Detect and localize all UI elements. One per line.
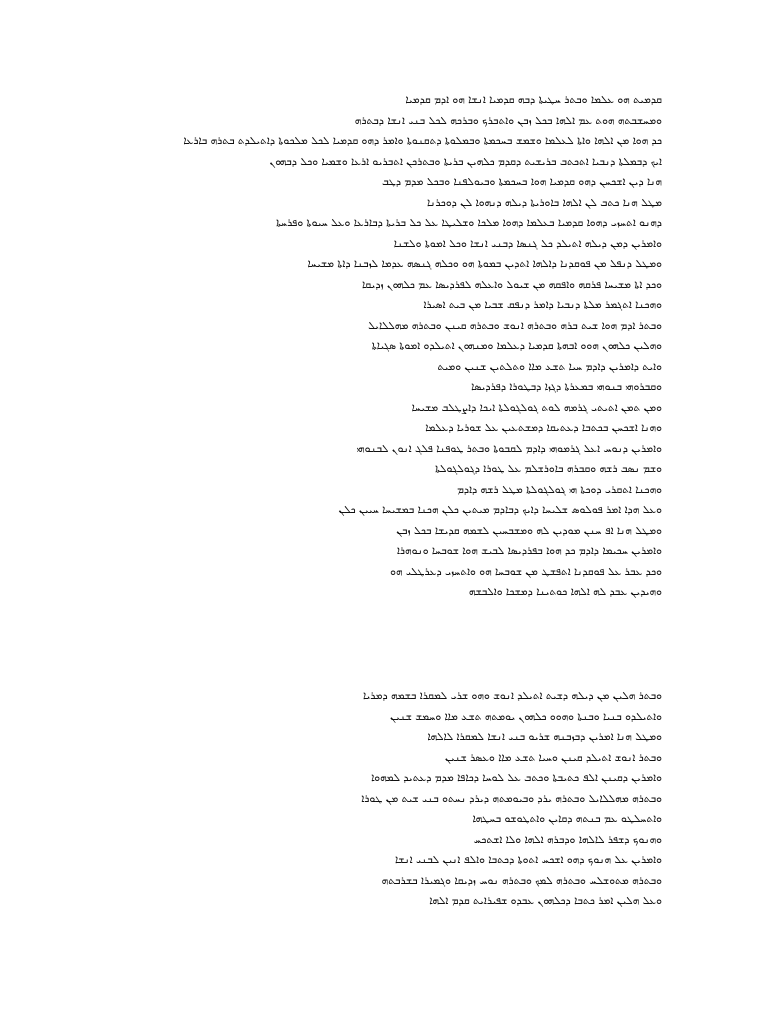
paragraph-line: ܘܗܠܝܢ ܟܠܗܘܢ ܗܘܘ ܐܒܗܬܐ ܩܕܡܝܐ ܕܥܠܡܐ ܘܡܢܗܘܢ ܐܬܝܠܕܘ ܐܡܘܬܐ ܣܓܝܐܬܐ xyxy=(371,340,662,352)
paragraph-line: ܘܐܬܝܠܕܘ ܒܢܝܐ ܘܒܢܬܐ ܘܗܘܘ ܟܠܗܘܢ ܝܘܡܬܗ ܬܫܥ ܡܐܐ ܘܚܡܫ ܫܢܝܢ xyxy=(390,710,662,723)
paragraph-line: ܘܫܡ ܢܣܒ ܪܫܗ ܘܩܒܪܗ ܒܐܘܪܫܠܡ ܥܠ ܛܘܪܐ ܕܓܘܠܓܘܠܬܐ xyxy=(435,463,662,475)
paragraph-line: ܘܥܠ ܗܕܐ ܐܡܪ ܦܘܠܘܣ ܫܠܝܚܐ ܕܐܝܟ ܕܒܐܕܡ ܡܝܬܝܢ ܟܠܢ ܗܟܢܐ ܒܡܫܝܚܐ ܚܝܝܢ ܟܠܢ xyxy=(338,504,662,516)
paragraph-line: ܘܒܬܪ ܐܢܘܫ ܐܬܝܠܕ ܩܝܢܢ ܘܚܝܐ ܬܫܥ ܡܐܐ ܘܥܣܪ ܫܢܝܢ xyxy=(444,751,662,764)
paragraph-line: ܘܡܛܠ ܗܢܐ ܐܦ ܚܢܢ ܡܘܕܝܢ ܠܗ ܘܡܫܒܚܝܢ ܠܫܡܗ ܩܕܝܫܐ ܒܟܠ ܙܒܢ xyxy=(396,524,662,537)
paragraph-line: ܘܗܝܕܝܢ ܥܒܕ ܠܗ ܐܠܗܐ ܟܘܬܝܢܐ ܕܡܫܟܐ ܘܐܠܒܫܗ xyxy=(468,586,662,598)
paragraph-line: ܘܒܬܪܗ ܡܬܘܫܠܚ ܘܒܬܪܗ ܠܡܟ ܘܒܬܪܗ ܢܘܚ ܙܕܝܩܐ ܘܓܡܝܪܐ ܒܫܪܒܬܗ xyxy=(381,874,662,887)
paragraph-line: ܘܡܛܠ ܗܢܐ ܐܡܪܝܢ ܕܒܙܒܢܗ ܫܪܝܘ ܒܢܝ ܐܢܫܐ ܠܡܩܪܐ ܠܐܠܗܐ xyxy=(427,731,662,743)
paragraph-line: ܘܟܕ ܥܒܪ ܥܠ ܦܘܩܕܢܐ ܐܬܦܫܛ ܡܢ ܫܘܒܚܐ ܗܘ ܘܐܬܚܙܝ ܕܥܪܛܠܝ ܗܘ xyxy=(390,565,662,578)
paragraph-line: ܘܒܬܪ ܗܠܝܢ ܡܢ ܕܝܠܗ ܕܫܝܬ ܐܬܝܠܕ ܐܢܘܫ ܘܗܘ ܫܪܝ ܠܡܩܪܐ ܒܫܡܗ ܕܡܪܝܐ xyxy=(362,690,662,702)
paragraph-line: ܘܩܒܪܘܗܝ ܒܢܘܗܝ ܒܡܥܪܬܐ ܕܓܙܐ ܕܒܛܘܪܐ ܕܦܪܕܝܣܐ xyxy=(471,381,662,393)
paragraph-line: ܘܐܡܪܝܢ ܕܢܘܚ ܐܥܠ ܓܪܡܘܗܝ ܕܐܕܡ ܠܩܒܘܬܐ ܘܒܬܪ ܛܘܦܢܐ ܦܠܓ ܐܢܘܢ ܠܒܢܘܗܝ xyxy=(356,442,662,455)
paragraph-line: ܘܗܢܘܟ ܕܫܦܪ ܠܐܠܗܐ ܘܕܒܪܗ ܐܠܗܐ ܘܠܐ ܐܫܬܟܚ xyxy=(473,833,662,846)
text-section-2 xyxy=(118,686,662,912)
paragraph-line: ܘܐܡܪܝܢ ܚܟܝܡܐ ܕܐܕܡ ܟܕ ܗܘܐ ܒܦܪܕܝܣܐ ܠܒܝܫ ܗܘܐ ܫܘܒܚܐ ܘܢܘܗܪܐ xyxy=(396,545,662,557)
paragraph-line: ܘܗܟܢܐ ܐܬܩܪܝ ܕܘܟܬܐ ܗܝ ܓܘܠܓܘܠܬܐ ܡܛܠ ܪܫܗ ܕܐܕܡ xyxy=(457,483,662,496)
paragraph-line: ܘܒܬܪ ܐܕܡ ܗܘܐ ܫܝܬ ܒܪܗ ܘܒܬܪܗ ܐܢܘܫ ܘܒܬܪܗ ܩܝܢܢ ܘܒܬܪܗ ܡܗܠܠܐܝܠ xyxy=(368,319,662,332)
paragraph-line: ܘܗܢܐ ܐܫܟܚܢ ܒܟܬܒܐ ܕܥܬܝܩܐ ܕܡܫܬܥܝܢ ܥܠ ܫܘܪܝܐ ܕܥܠܡܐ xyxy=(425,422,662,434)
paragraph-line: ܐܝܟ ܕܒܡܠܬܐ ܕܢܒܝܐ ܐܬܟܬܒ ܒܪܝܫܝܬ ܕܩܕܡ ܟܠܗܝܢ ܒܪܝܬܐ ܘܒܬܪܟܢ ܐܬܒܪܝܘ ܐܪܥܐ ܘܫܡܝܐ ܘܟܠ ܕܒܗܘܢ xyxy=(269,155,662,168)
paragraph-line: ܘܐܡܪܝܢ ܥܠ ܗܢܘܟ ܕܗܘ ܐܫܟܚ ܐܬܘܬܐ ܕܟܬܒܐ ܘܐܠܦ ܐܢܝܢ ܠܒܢܝ ܐܢܫܐ xyxy=(394,854,662,866)
paragraph-line: ܟܕ ܗܘܐ ܡܢ ܐܠܗܐ ܘܐܬܐ ܠܥܠܡܐ ܘܫܡܫ ܒܚܟܡܬܐ ܘܒܡܠܘܬܐ ܕܬܩܢܘܬܐ ܘܐܡܪ ܕܗܘ ܩܕܡܝܐ ܠܟܠ ܡܠܟܘܬܐ ܕܐܬܝܠܕܬ ܒܬܪܗ ܒܐܪܥܐ xyxy=(183,135,662,147)
paragraph-line: ܗܢܐ ܕܝܢ ܐܫܟܚܢ ܕܗܘ ܩܕܡܝܐ ܗܘܐ ܒܚܟܡܬܐ ܘܒܝܘܠܦܢܐ ܘܒܟܠ ܡܕܡ ܕܛܒ xyxy=(381,176,662,188)
paragraph-line: ܩܕܡܝܬ ܗܘ ܥܠܡܐ ܘܒܬܪ ܚܛܝܬܐ ܕܒܗ ܩܕܡܝܐ ܐܢܫܐ ܗܘ ܐܕܡ ܩܕܡܝܐ xyxy=(405,94,662,106)
paragraph-line: ܕܗܢܘ ܐܬܚܙܝ ܕܗܘܐ ܩܕܡܝܐ ܒܥܠܡܐ ܕܗܘܐ ܡܠܟܐ ܘܫܠܝܛܐ ܥܠ ܟܠ ܒܪܝܬܐ ܕܒܐܪܥܐ ܘܥܠ ܚܝܘܬܐ ܘܦܪܚܬܐ xyxy=(276,217,662,229)
paragraph-line: ܘܡܛܠ ܕܢܦܠ ܡܢ ܦܘܩܕܢܐ ܕܐܠܗܐ ܐܬܕܝܢ ܒܡܘܬܐ ܗܘ ܘܟܠܗ ܓܢܣܗ ܥܕܡܐ ܠܙܒܢܐ ܕܐܬܐ ܡܫܝܚܐ xyxy=(307,258,662,270)
paragraph-line: ܘܐܝܬ ܕܐܡܪܝܢ ܕܐܕܡ ܚܝܐ ܬܫܥ ܡܐܐ ܘܬܠܬܝܢ ܫܢܝܢ ܘܡܝܬ xyxy=(437,360,662,373)
paragraph-line: ܘܗܟܢܐ ܐܬܓܡܪ ܡܠܬܐ ܕܢܒܝܐ ܕܐܡܪ ܕܢܦܩ ܫܒܝܐ ܡܢ ܒܝܬ ܐܣܝܪܐ xyxy=(423,299,662,311)
paragraph-line: ܘܐܬܚܠܛܘ ܥܡ ܒܢܬܗ ܕܩܐܝܢ ܘܐܬܛܘܫܘ ܒܚܛܗܐ xyxy=(472,813,662,825)
paragraph-line: ܘܡܚܫܒܬܗ ܗܘܬ ܥܡ ܐܠܗܐ ܒܟܠ ܙܒܢ ܘܐܬܒܪܟ ܘܒܪܟܗ ܠܟܠ ܒܢܝ ܐܢܫܐ ܕܒܬܪܗ xyxy=(354,114,662,127)
text-section-1 xyxy=(118,90,662,603)
paragraph-line: ܘܟܕ ܐܬܐ ܡܫܝܚܐ ܦܪܩܗ ܘܐܦܩܗ ܡܢ ܫܝܘܠ ܘܐܥܠܗ ܠܦܪܕܝܣܐ ܥܡ ܟܠܗܘܢ ܙܕܝܩܐ xyxy=(362,278,662,291)
paragraph-line: ܘܐܡܪܝܢ ܕܩܝܢܢ ܐܠܦ ܟܬܝܒܬܐ ܘܟܬܒ ܥܠ ܠܘܚܐ ܕܟܐܦܐ ܡܕܡ ܕܥܬܝܕ ܠܡܗܘܐ xyxy=(371,772,662,784)
paragraph-line: ܘܐܡܪܝܢ ܕܡܢ ܕܝܠܗ ܐܬܝܠܕ ܟܠ ܓܢܣܐ ܕܒܢܝ ܐܢܫܐ ܘܟܠ ܐܡܘܬܐ ܘܠܫܢܐ xyxy=(393,237,662,250)
paragraph-line: ܡܛܠ ܗܢܐ ܟܬܒ ܠܢ ܐܠܗܐ ܒܐܘܪܝܬܐ ܕܝܠܗ ܕܢܗܘܐ ܠܢ ܕܘܟܪܢܐ xyxy=(426,196,662,209)
paragraph-line: ܘܥܠ ܗܠܝܢ ܐܡܪ ܟܬܒܐ ܕܟܠܗܘܢ ܥܒܕܘ ܫܦܝܪܐܝܬ ܩܕܡ ܐܠܗܐ xyxy=(429,895,662,907)
paragraph-line: ܘܒܬܪܗ ܡܗܠܠܐܝܠ ܘܒܬܪܗ ܝܪܕ ܘܒܝܘܡܬܗ ܕܝܪܕ ܢܚܬܘ ܒܢܝ ܫܝܬ ܡܢ ܛܘܪܐ xyxy=(361,792,662,805)
paragraph-line: ܘܡܢ ܬܡܢ ܐܬܝܬܝ ܓܪܡܗ ܠܘܬ ܓܘܠܓܘܠܬܐ ܐܝܟܐ ܕܐܨܛܠܒ ܡܫܝܚܐ xyxy=(411,401,662,414)
